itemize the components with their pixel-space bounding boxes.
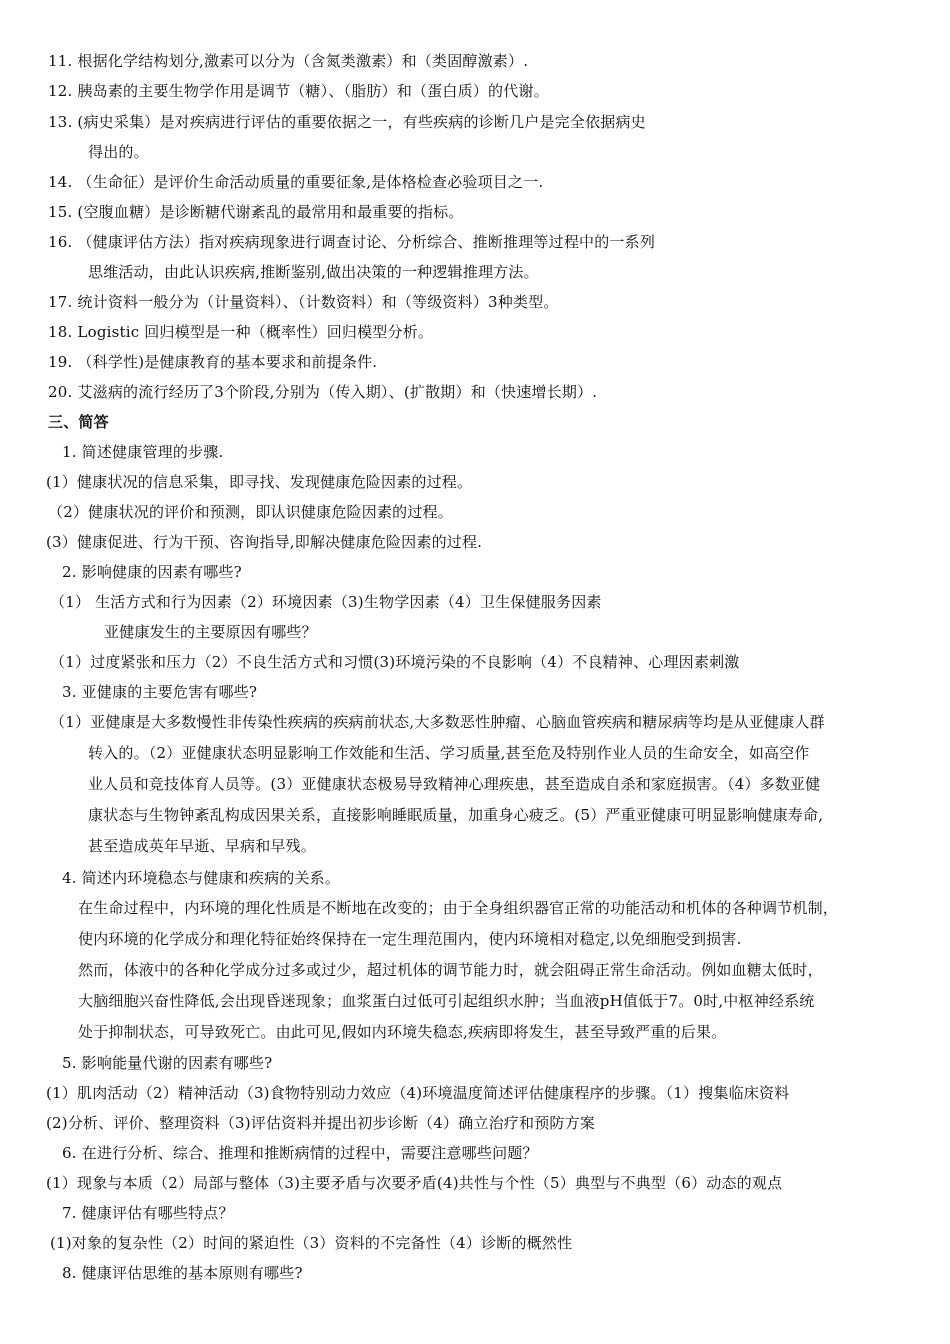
question-8: 8. 健康评估思维的基本原则有哪些? (62, 1264, 303, 1282)
question-2: 2. 影响健康的因素有哪些? (62, 563, 242, 581)
section-title: 三、简答 (48, 413, 109, 431)
fill-blank-item-15: 15. (空腹血糖）是诊断糖代谢紊乱的最常用和最重要的指标。 (48, 203, 464, 221)
fill-blank-item-18: 18. Logistic 回归模型是一种（概率性）回归模型分析。 (48, 323, 434, 341)
question-5: 5. 影响能量代谢的因素有哪些? (62, 1054, 273, 1072)
fill-blank-item-19: 19. （科学性)是健康教育的基本要求和前提条件. (48, 353, 378, 371)
fill-blank-item-16: 16. （健康评估方法）指对疾病现象进行调查讨论、分析综合、推断推理等过程中的一系列 (48, 233, 656, 251)
answer-2-causes: （1）过度紧张和压力（2）不良生活方式和习惯(3)环境污染的不良影响（4）不良精神、心理因素刺激 (50, 653, 740, 671)
sub-question-subhealth-causes: 亚健康发生的主要原因有哪些？ (104, 623, 317, 641)
answer-1-point-2: （2）健康状况的评价和预测，即认识健康危险因素的过程。 (48, 503, 453, 521)
answer-1-point-1: (1）健康状况的信息采集，即寻找、发现健康危险因素的过程。 (46, 473, 473, 491)
answer-3-line-3: 业人员和竞技体育人员等。(3）亚健康状态极易导致精神心理疾患，甚至造成自杀和家庭损害。（4）多数亚健 (88, 775, 821, 793)
answer-3-line-1: （1）亚健康是大多数慢性非传染性疾病的疾病前状态,大多数恶性肿瘤、心脑血管疾病和糖尿病等均是从亚健康人群 (50, 713, 825, 731)
fill-blank-item-14: 14. （生命征）是评价生命活动质量的重要征象,是体格检查必验项目之一. (48, 173, 544, 191)
question-7: 7. 健康评估有哪些特点？ (62, 1204, 234, 1222)
fill-blank-item-12: 12. 胰岛素的主要生物学作用是调节（糖）、（脂肪）和（蛋白质）的代谢。 (48, 82, 549, 100)
answer-4-line-2: 使内环境的化学成分和理化特征始终保持在一定生理范围内，使内环境相对稳定,以免细胞受到损害. (78, 930, 742, 948)
answer-4-line-1: 在生命过程中，内环境的理化性质是不断地在改变的；由于全身组织器官正常的功能活动和机体的各种调节机制， (78, 899, 839, 917)
answer-6: (1）现象与本质（2）局部与整体（3)主要矛盾与次要矛盾(4)共性与个性（5）典型与不典型（6）动态的观点 (46, 1174, 783, 1192)
fill-blank-item-13-continued: 得出的。 (88, 143, 149, 161)
answer-4-line-3: 然而，体液中的各种化学成分过多或过少，超过机体的调节能力时，就会阻碍正常生命活动。例如血糖太低时， (78, 961, 823, 979)
fill-blank-item-17: 17. 统计资料一般分为（计量资料）、（计数资料）和（等级资料）3种类型。 (48, 293, 559, 311)
answer-5-line-1: (1）肌肉活动（2）精神活动（3)食物特别动力效应（4)环境温度简述评估健康程序的步骤。（1）搜集临床资料 (46, 1084, 790, 1102)
fill-blank-item-11: 11. 根据化学结构划分,激素可以分为（含氮类激素）和（类固醇激素）. (48, 52, 529, 70)
answer-1-point-3: (3）健康促进、行为干预、咨询指导,即解决健康危险因素的过程. (46, 533, 483, 551)
answer-7: (1)对象的复杂性（2）时间的紧迫性（3）资料的不完备性（4）诊断的概然性 (50, 1234, 573, 1252)
question-4: 4. 简述内环境稳态与健康和疾病的关系。 (62, 869, 341, 887)
answer-3-line-4: 康状态与生物钟紊乱构成因果关系，直接影响睡眠质量，加重身心疲乏。(5）严重亚健康可明显影响健康寿命, (88, 806, 824, 824)
answer-3-line-2: 转入的。（2）亚健康状态明显影响工作效能和生活、学习质量,甚至危及特别作业人员的生命安全，如高空作 (88, 744, 810, 762)
question-6: 6. 在进行分析、综合、推理和推断病情的过程中，需要注意哪些问题？ (62, 1144, 538, 1162)
fill-blank-item-20: 20. 艾滋病的流行经历了3个阶段,分别为（传入期）、(扩散期）和（快速增长期）. (48, 383, 598, 401)
question-1: 1. 简述健康管理的步骤. (62, 443, 224, 461)
answer-5-line-2: (2)分析、评价、整理资料（3)评估资料并提出初步诊断（4）确立治疗和预防方案 (46, 1114, 595, 1132)
answer-3-line-5: 甚至造成英年早逝、早病和早残。 (88, 837, 317, 855)
answer-2-factors: （1） 生活方式和行为因素（2）环境因素（3)生物学因素（4）卫生保健服务因素 (50, 593, 602, 611)
answer-4-line-5: 处于抑制状态，可导致死亡。由此可见,假如内环境失稳态,疾病即将发生，甚至导致严重的后果。 (78, 1023, 727, 1041)
answer-4-line-4: 大脑细胞兴奋性降低,会出现昏迷现象；血浆蛋白过低可引起组织水肿；当血液pH值低于7。0时,中枢神经系统 (78, 992, 815, 1010)
question-3: 3. 亚健康的主要危害有哪些? (62, 683, 258, 701)
fill-blank-item-16-continued: 思维活动，由此认识疾病,推断鉴别,做出决策的一种逻辑推理方法。 (88, 263, 539, 281)
fill-blank-item-13: 13. (病史采集）是对疾病进行评估的重要依据之一，有些疾病的诊断几户是完全依据病史 (48, 113, 646, 131)
